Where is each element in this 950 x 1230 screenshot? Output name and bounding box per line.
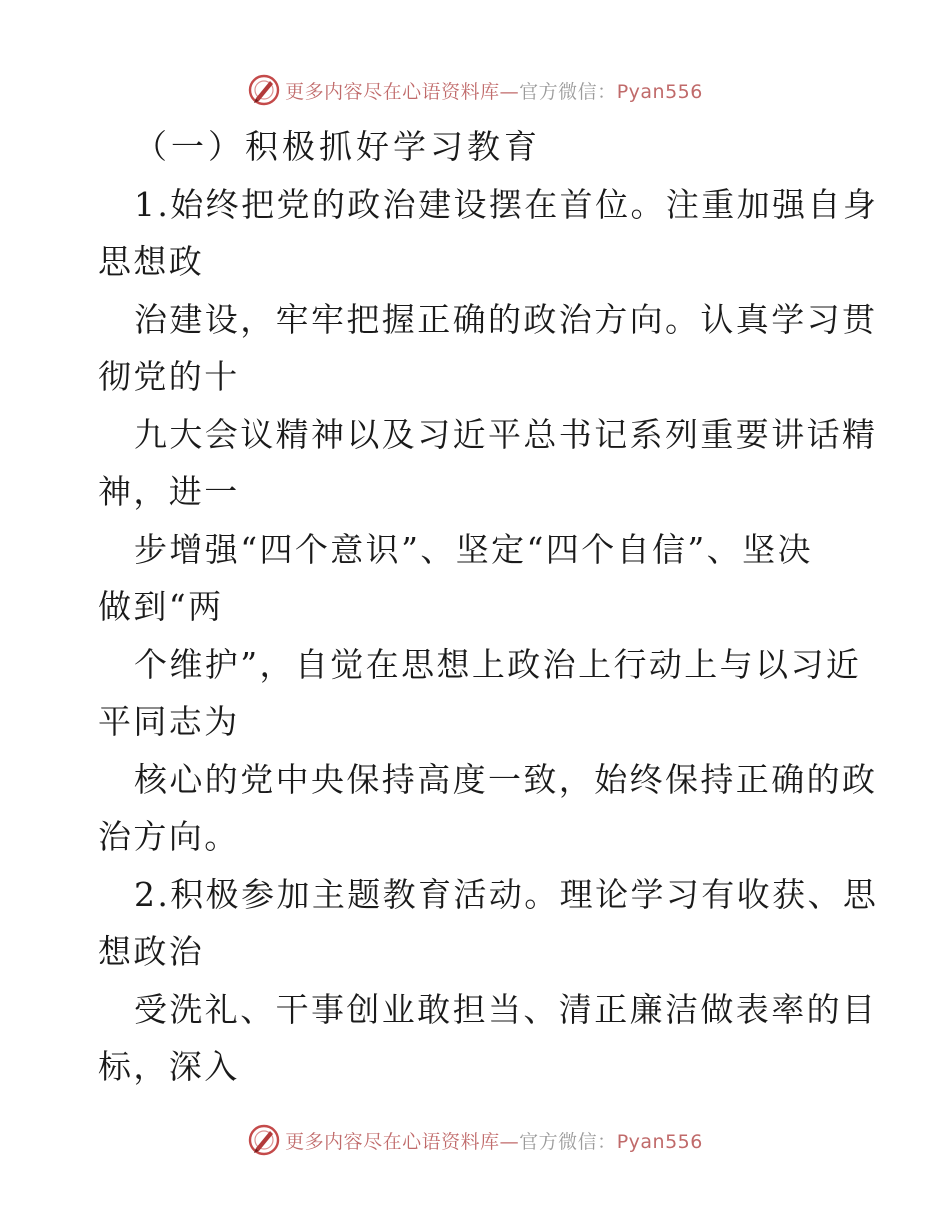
text-line: 神，进一: [98, 472, 240, 511]
pen-logo-icon: [247, 73, 281, 107]
document-body: [98, 118, 879, 1096]
watermark-site-text: 更多内容尽在心语资料库: [285, 1130, 500, 1153]
text-line: 九大会议精神以及习近平总书记系列重要讲话精: [134, 414, 878, 454]
text-line: 1.始终把党的政治建设摆在首位。注重加强自身: [134, 184, 879, 224]
text-line: 思想政: [98, 242, 205, 281]
text-line: 治建设，牢牢把握正确的政治方向。认真学习贯: [134, 299, 878, 339]
watermark-dash: —: [499, 1130, 520, 1153]
text-line: 彻党的十: [98, 357, 240, 396]
text-line: 步增强“四个意识”、坚定“四个自信”、坚决: [134, 529, 813, 569]
watermark-text: [285, 1127, 703, 1154]
watermark-site-text: 更多内容尽在心语资料库: [285, 80, 500, 103]
header-watermark-banner: [0, 70, 950, 110]
watermark-dash: —: [499, 80, 520, 103]
text-line: 核心的党中央保持高度一致，始终保持正确的政: [134, 759, 878, 799]
text-line: 个维护”，自觉在思想上政治上行动上与以习近: [134, 644, 862, 684]
text-line: 想政治: [98, 932, 205, 971]
text-line: 做到“两: [98, 587, 224, 626]
text-line: 标，深入: [98, 1047, 240, 1086]
text-line: 2.积极参加主题教育活动。理论学习有收获、思: [134, 874, 879, 914]
section-heading: （一）积极抓好学习教育: [134, 127, 541, 166]
watermark-wechat-id: Pyan556: [616, 1130, 703, 1153]
watermark-text: [285, 77, 703, 104]
pen-logo-icon: [247, 1123, 281, 1157]
text-line: 受洗礼、干事创业敢担当、清正廉洁做表率的目: [134, 989, 878, 1029]
watermark-wechat-label: 官方微信：: [519, 1130, 617, 1153]
text-line: 治方向。: [98, 817, 240, 856]
footer-watermark-banner: [0, 1120, 950, 1160]
watermark-wechat-label: 官方微信：: [519, 80, 617, 103]
watermark-wechat-id: Pyan556: [616, 80, 703, 103]
text-line: 平同志为: [98, 702, 240, 741]
